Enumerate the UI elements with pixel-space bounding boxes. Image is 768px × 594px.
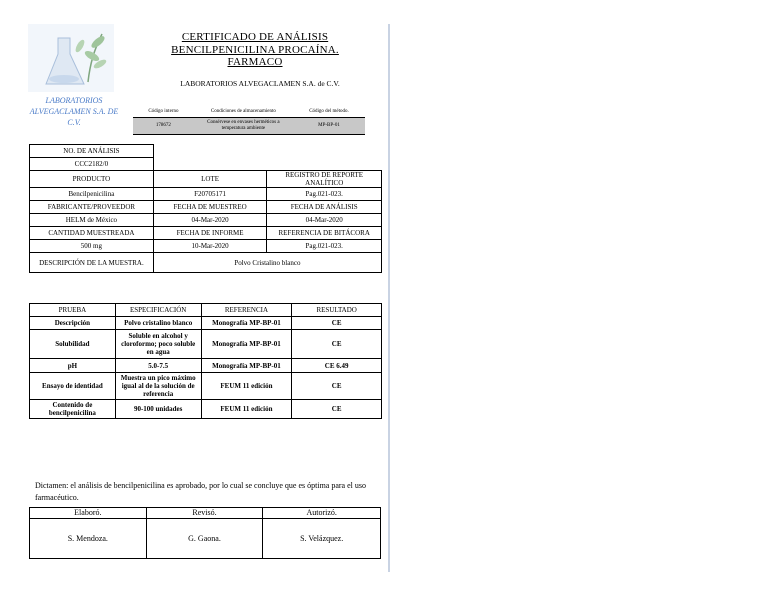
cantidad-label: CANTIDAD MUESTREADA [30, 227, 154, 240]
dictamen-text: Dictamen: el análisis de bencilpenicilina es aprobado, por lo cual se concluye que es óptima para el uso farmacéutico. [35, 481, 366, 502]
page-edge-line [388, 24, 390, 572]
test-especificacion: 5.0-7.5 [115, 359, 201, 373]
fecha-informe-label: FECHA DE INFORME [153, 227, 267, 240]
registro-label: REGISTRO DE REPORTE ANALÍTICO [267, 171, 382, 188]
test-resultado: CE 6.49 [292, 359, 382, 373]
test-prueba: Solubilidad [30, 330, 116, 359]
fecha-muestreo-value: 04-Mar-2020 [153, 214, 267, 227]
producto-label: PRODUCTO [30, 171, 154, 188]
company-name: LABORATORIOS ALVEGACLAMEN S.A. de C.V. [180, 79, 340, 88]
lab-name: LABORATORIOS ALVEGACLAMEN S.A. DE C.V. [29, 96, 119, 127]
table-row [30, 359, 382, 373]
test-especificacion: 90-100 unidades [115, 400, 201, 419]
storage-value-method: MP-BP-01 [293, 118, 365, 135]
table-row [30, 373, 382, 400]
test-resultado: CE [292, 400, 382, 419]
signature-name-autorizo: S. Velázquez. [263, 519, 381, 559]
test-referencia: FEUM 11 edición [201, 373, 292, 400]
storage-value-conditions: Consérvese en envases herméticos a temperatura ambiente [194, 118, 293, 135]
fecha-informe-value: 10-Mar-2020 [153, 240, 267, 253]
tests-header-referencia: REFERENCIA [201, 304, 292, 317]
referencia-bitacora-label: REFERENCIA DE BITÁCORA [267, 227, 382, 240]
test-resultado: CE [292, 373, 382, 400]
tests-header-resultado: RESULTADO [292, 304, 382, 317]
test-prueba: Contenido de bencilpenicilina [30, 400, 116, 419]
test-especificacion: Polvo cristalino blanco [115, 317, 201, 330]
test-referencia: FEUM 11 edición [201, 400, 292, 419]
title-line-1: CERTIFICADO DE ANÁLISIS [181, 31, 329, 43]
signature-name-reviso: G. Gaona. [146, 519, 263, 559]
signature-name-elaboro: S. Mendoza. [30, 519, 147, 559]
storage-header-code: Código interno [133, 107, 194, 118]
storage-value-code: 178672 [133, 118, 194, 135]
tests-header-prueba: PRUEBA [30, 304, 116, 317]
test-prueba: pH [30, 359, 116, 373]
fecha-analisis-value: 04-Mar-2020 [267, 214, 382, 227]
analysis-table [29, 144, 382, 273]
title-line-2: BENCILPENICILINA PROCAÍNA. [171, 43, 339, 56]
analysis-number-label: NO. DE ANÁLISIS [30, 145, 154, 158]
lote-label: LOTE [153, 171, 267, 188]
test-especificacion: Soluble en alcohol y cloroformo; poco soluble en agua [115, 330, 201, 359]
lab-logo-icon [28, 24, 114, 92]
test-resultado: CE [292, 317, 382, 330]
fecha-analisis-label: FECHA DE ANÁLISIS [267, 201, 382, 214]
test-referencia: Monografía MP-BP-01 [201, 359, 292, 373]
storage-header-conditions: Condiciones de almacenamiento [194, 107, 293, 118]
registro-value: Pag.021-023. [267, 188, 382, 201]
tests-header-especificacion: ESPECIFICACIÓN [115, 304, 201, 317]
producto-value: Bencilpenicilina [30, 188, 154, 201]
analysis-number-value: CCC2182/0 [30, 158, 154, 171]
test-especificacion: Muestra un pico máximo igual al de la solución de referencia [115, 373, 201, 400]
cantidad-value: 500 mg [30, 240, 154, 253]
table-row [30, 330, 382, 359]
storage-header-method: Código del método. [293, 107, 365, 118]
signature-table [29, 507, 381, 559]
document-title [160, 31, 350, 69]
test-resultado: CE [292, 330, 382, 359]
descripcion-value: Polvo Cristalino blanco [153, 253, 381, 273]
fabricante-value: HELM de México [30, 214, 154, 227]
signature-header-autorizo: Autorizó. [263, 508, 381, 519]
table-row [30, 317, 382, 330]
referencia-bitacora-value: Pag.021-023. [267, 240, 382, 253]
fecha-muestreo-label: FECHA DE MUESTREO [153, 201, 267, 214]
signature-header-reviso: Revisó. [146, 508, 263, 519]
tests-table [29, 303, 382, 419]
lote-value: F20705171 [153, 188, 267, 201]
test-referencia: Monografía MP-BP-01 [201, 330, 292, 359]
signature-header-elaboro: Elaboró. [30, 508, 147, 519]
test-referencia: Monografía MP-BP-01 [201, 317, 292, 330]
storage-table [133, 107, 365, 135]
table-row [30, 400, 382, 419]
title-line-3: FARMACO [227, 56, 283, 68]
descripcion-label: DESCRIPCIÓN DE LA MUESTRA. [30, 253, 154, 273]
fabricante-label: FABRICANTE/PROVEEDOR [30, 201, 154, 214]
test-prueba: Descripción [30, 317, 116, 330]
test-prueba: Ensayo de identidad [30, 373, 116, 400]
